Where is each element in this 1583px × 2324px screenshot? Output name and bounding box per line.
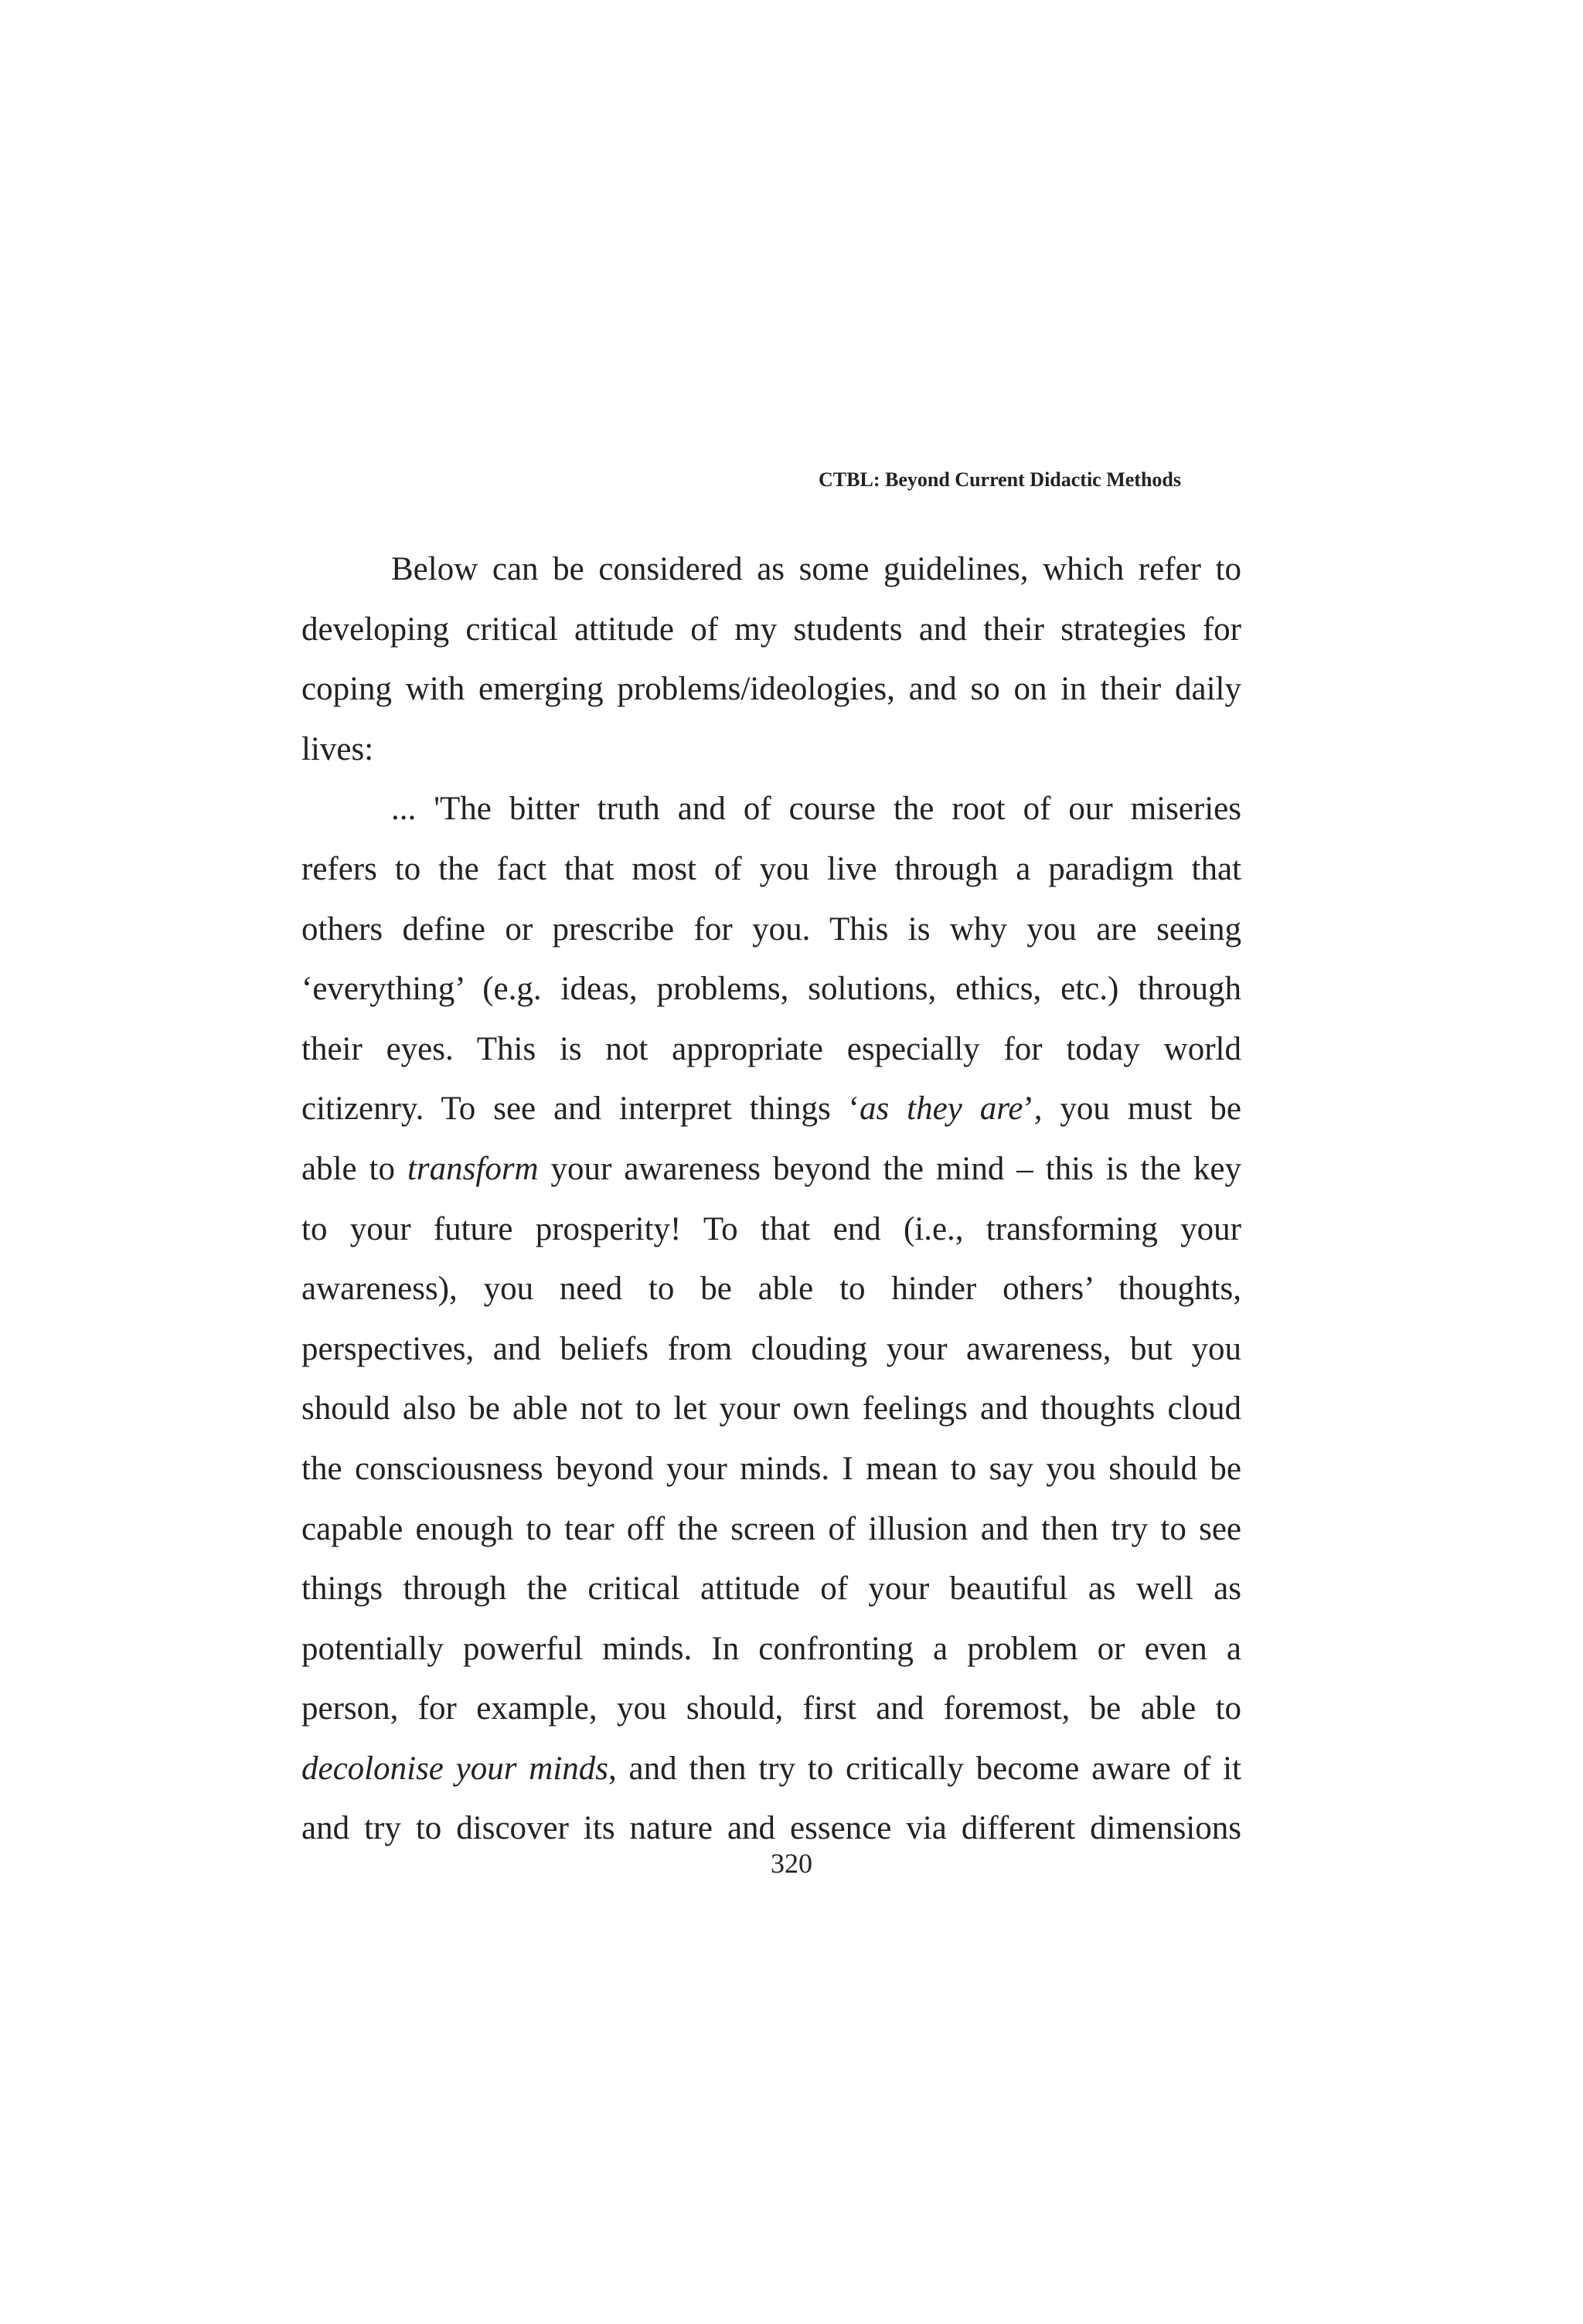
text-line-2: developing critical attitude of my students and their strategies for [301, 611, 1241, 648]
italic-phrase: transform [407, 1150, 539, 1187]
text-line-14: perspectives, and beliefs from clouding your awareness, but you [301, 1330, 1241, 1367]
text-line-15: should also be able not to let your own feelings and thoughts cloud [301, 1390, 1241, 1427]
text-line-3: coping with emerging problems/ideologies, and so on in their daily [301, 671, 1241, 708]
text-line-20: person, for example, you should, first and foremost, be able to [301, 1690, 1241, 1727]
text-line-1: Below can be considered as some guidelines, which refer to [391, 551, 1241, 587]
text-line-8: ‘everything’ (e.g. ideas, problems, solutions, ethics, etc.) through [301, 971, 1241, 1008]
italic-phrase: as they are [860, 1091, 1023, 1128]
text-line-17: capable enough to tear off the screen of illusion and then try to see [301, 1510, 1241, 1547]
text-line-5: ... 'The bitter truth and of course the root of our miseries [391, 791, 1241, 828]
italic-phrase: decolonise your minds [301, 1750, 609, 1787]
page-number: 320 [771, 1848, 812, 1879]
text-line-12: to your future prosperity! To that end (i.e., transforming your [301, 1210, 1241, 1247]
text-line-4: lives: [301, 730, 374, 767]
text-line-9: their eyes. This is not appropriate especially for today world [301, 1030, 1241, 1067]
text-line-13: awareness), you need to be able to hinder others’ thoughts, [301, 1271, 1241, 1308]
text-line-11: able to transform your awareness beyond the mind – this is the key [301, 1150, 1241, 1187]
text-line-18: things through the critical attitude of your beautiful as well as [301, 1570, 1241, 1608]
running-header: CTBL: Beyond Current Didactic Methods [819, 468, 1181, 491]
body-text [301, 539, 1241, 1859]
text-line-10: citizenry. To see and interpret things ‘as they are’, you must be [301, 1091, 1241, 1128]
text-line-19: potentially powerful minds. In confronting a problem or even a [301, 1630, 1241, 1667]
text-line-6: refers to the fact that most of you live through a paradigm that [301, 850, 1241, 887]
text-line-16: the consciousness beyond your minds. I mean to say you should be [301, 1450, 1241, 1487]
text-line-21: decolonise your minds, and then try to critically become aware of it [301, 1750, 1242, 1787]
text-line-7: others define or prescribe for you. This is why you are seeing [301, 910, 1241, 948]
text-line-22: and try to discover its nature and essence via different dimensions [301, 1810, 1241, 1847]
